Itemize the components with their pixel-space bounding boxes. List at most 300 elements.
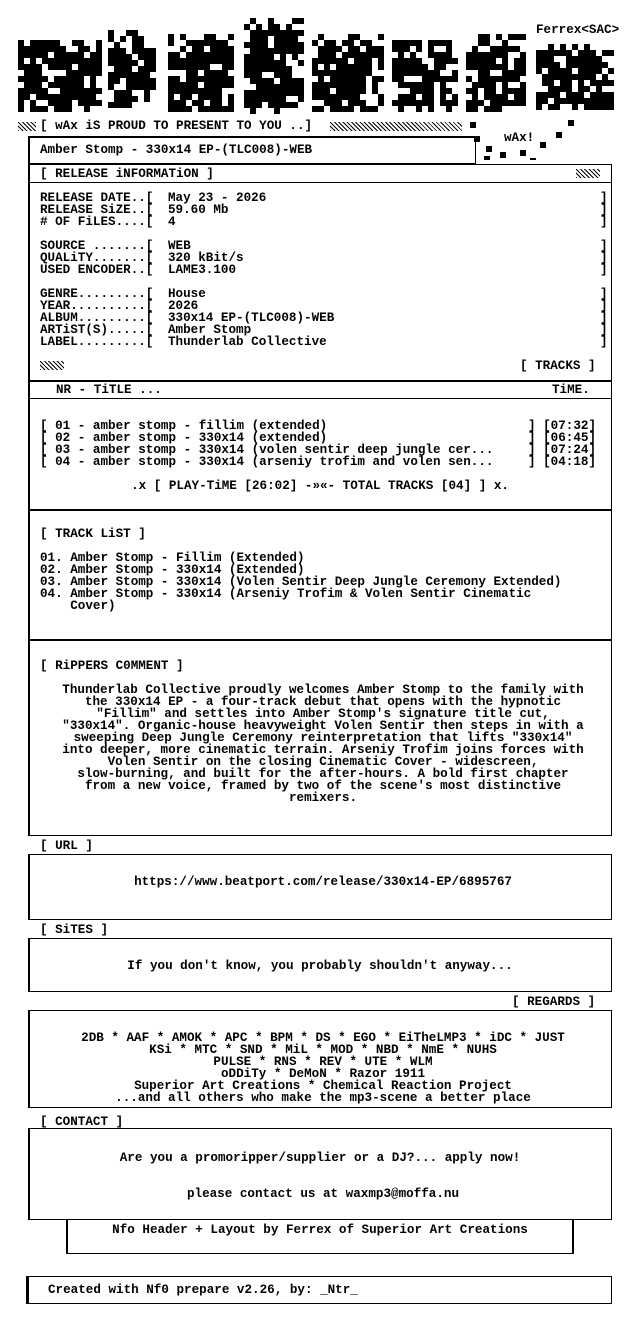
logo-pixel [578,86,584,92]
logo-pixel [30,70,36,76]
logo-pixel [590,98,596,104]
logo-pixel [150,66,156,72]
info-key-artist: ARTiST(S).....[ [40,323,154,337]
logo-pixel [428,100,434,106]
info-value-release-date: May 23 - 2026 [168,191,267,205]
logo-pixel [560,44,566,50]
logo-pixel [542,92,548,98]
logo-pixel [274,36,280,42]
info-value-source: WEB [168,239,191,253]
track-time: ] [06:45] [528,431,597,445]
logo-pixel [578,74,584,80]
logo-pixel [54,100,60,106]
logo-pixel [210,52,216,58]
info-key-album: ALBUM.........[ [40,311,154,325]
logo-pixel [174,64,180,70]
comment-line: Volen Sentir on the closing Cinematic Cover - widescreen, [107,755,539,769]
logo-pixel [216,70,222,76]
logo-pixel [336,94,342,100]
contact-heading: [ CONTACT ] [40,1115,124,1129]
logo-pixel [18,100,24,106]
logo-pixel [78,88,84,94]
logo-pixel [416,40,422,46]
list-item: 03. Amber Stomp - 330x14 (Volen Sentir Deep Jungle Ceremony Extended) [40,575,562,589]
logo-pixel [120,90,126,96]
header-credit: Ferrex<SAC> [536,23,620,37]
logo-pixel [18,46,24,52]
logo-pixel [398,58,404,64]
logo-pixel [348,46,354,52]
logo-pixel [514,64,520,70]
logo-pixel [126,30,132,36]
logo-pixel [268,102,274,108]
logo-pixel [472,82,478,88]
logo-pixel [416,106,422,112]
logo-pixel [590,56,596,62]
bracket-glyph: ] [600,335,608,349]
logo-pixel [126,90,132,96]
logo-pixel [18,40,24,46]
logo-pixel [608,98,614,104]
logo-pixel [186,64,192,70]
logo-pixel [452,70,458,76]
logo-pixel [286,78,292,84]
logo-pixel [228,34,234,40]
release-url-link[interactable]: https://www.beatport.com/release/330x14-EP/6895767 [134,875,512,889]
info-value-year: 2026 [168,299,199,313]
logo-pixel [372,76,378,82]
logo-pixel [280,66,286,72]
logo-pixel [398,70,404,76]
logo-pixel [378,52,384,58]
logo-pixel [268,18,274,24]
logo-pixel [472,64,478,70]
logo-pixel [434,70,440,76]
logo-pixel [114,90,120,96]
logo-pixel [262,30,268,36]
logo-pixel [466,88,472,94]
hatch-decoration [18,122,36,131]
info-key-release-size: RELEASE SiZE..[ [40,203,154,217]
logo-pixel [318,46,324,52]
logo-pixel [256,24,262,30]
logo-pixel [66,76,72,82]
logo-pixel [192,64,198,70]
logo-pixel [216,76,222,82]
logo-pixel [84,100,90,106]
logo-pixel [72,82,78,88]
logo-pixel [354,58,360,64]
info-key-source: SOURCE .......[ [40,239,154,253]
logo-pixel [354,100,360,106]
logo-pixel [66,100,72,106]
logo-pixel [48,46,54,52]
logo-pixel [572,98,578,104]
logo-pixel [244,66,250,72]
logo-pixel [274,66,280,72]
info-key-release-date: RELEASE DATE..[ [40,191,154,205]
logo-pixel [348,82,354,88]
logo-pixel [360,106,366,112]
tracks-col-time: TiME. [552,383,590,397]
logo-pixel [274,30,280,36]
logo-pixel [120,66,126,72]
logo-pixel [66,64,72,70]
logo-pixel [18,64,24,70]
logo-pixel [548,62,554,68]
logo-pixel [378,34,384,40]
logo-pixel [490,52,496,58]
tracks-col-title: NR - TiTLE ... [56,383,162,397]
logo-pixel [268,84,274,90]
logo-pixel [548,74,554,80]
logo-pixel [78,64,84,70]
logo-pixel [410,52,416,58]
logo-pixel [392,100,398,106]
logo-pixel [446,46,452,52]
logo-pixel [318,34,324,40]
logo-pixel [286,42,292,48]
logo-pixel [126,60,132,66]
logo-pixel [186,58,192,64]
logo-pixel [280,48,286,54]
list-item: Cover) [40,599,116,613]
logo-pixel [514,94,520,100]
logo-pixel [566,98,572,104]
logo-pixel [262,96,268,102]
logo-pixel [536,56,542,62]
logo-pixel [330,100,336,106]
logo-pixel [36,88,42,94]
logo-pixel [490,58,496,64]
logo-pixel [392,58,398,64]
logo-pixel [590,68,596,74]
logo-pixel [174,52,180,58]
logo-pixel [590,50,596,56]
logo-pixel [96,52,102,58]
logo-pixel [228,82,234,88]
bracket-glyph: ] [600,251,608,265]
logo-pixel [228,64,234,70]
logo-pixel [398,40,404,46]
logo-pixel [584,62,590,68]
logo-pixel [336,64,342,70]
logo-pixel [548,80,554,86]
logo-pixel [560,80,566,86]
logo-pixel [404,46,410,52]
logo-pixel [398,64,404,70]
logo-pixel [572,62,578,68]
logo-pixel [144,66,150,72]
logo-pixel [192,70,198,76]
logo-pixel [348,52,354,58]
comment-line: sweeping Deep Jungle Ceremony reinterpretation that lifts "330x14" [73,731,573,745]
logo-pixel [572,56,578,62]
logo-pixel [496,34,502,40]
logo-pixel [566,74,572,80]
logo-pixel [42,106,48,112]
logo-pixel [144,60,150,66]
logo-pixel [398,46,404,52]
logo-pixel [286,24,292,30]
logo-pixel [18,106,24,112]
logo-pixel [244,42,250,48]
logo-pixel [422,76,428,82]
logo-pixel [96,100,102,106]
logo-pixel [60,58,66,64]
logo-pixel [108,48,114,54]
logo-pixel [274,42,280,48]
logo-pixel [126,102,132,108]
logo-pixel [48,82,54,88]
logo-pixel [132,78,138,84]
logo-pixel [78,58,84,64]
logo-pixel [204,106,210,112]
logo-pixel [446,40,452,46]
logo-pixel [138,48,144,54]
info-value-album: 330x14 EP-(TLC008)-WEB [168,311,335,325]
logo-pixel [342,88,348,94]
logo-pixel [566,86,572,92]
logo-pixel [132,42,138,48]
logo-pixel [572,104,578,110]
logo-pixel [536,50,542,56]
logo-pixel [348,100,354,106]
comment-line: slow-burning, and built for the after-hours. A bold first chapter [77,767,569,781]
logo-pixel [560,98,566,104]
logo-pixel [542,80,548,86]
logo-pixel [324,94,330,100]
logo-pixel [478,100,484,106]
logo-pixel [452,76,458,82]
logo-pixel [502,76,508,82]
logo-pixel [354,70,360,76]
logo-pixel [502,70,508,76]
logo-pixel [78,46,84,52]
logo-pixel [490,100,496,106]
logo-pixel [192,100,198,106]
logo-pixel [286,72,292,78]
logo-pixel [590,104,596,110]
logo-pixel [584,50,590,56]
logo-pixel [90,76,96,82]
logo-pixel [280,90,286,96]
logo-pixel [584,44,590,50]
logo-pixel [60,46,66,52]
comment-heading: [ RiPPERS C0MMENT ] [40,659,184,673]
logo-pixel [428,106,434,112]
logo-pixel [366,70,372,76]
logo-pixel [222,52,228,58]
logo-pixel [330,106,336,112]
logo-pixel [348,40,354,46]
logo-pixel [360,64,366,70]
logo-pixel [138,36,144,42]
logo-pixel [372,88,378,94]
logo-pixel [186,106,192,112]
logo-pixel [72,52,78,58]
logo-pixel [244,54,250,60]
logo-pixel [198,52,204,58]
logo-pixel [280,102,286,108]
logo-pixel [348,94,354,100]
logo-pixel [274,84,280,90]
tracks-heading: [ TRACKS ] [520,359,596,373]
logo-pixel [478,64,484,70]
track-row: [ 03 - amber stomp - 330x14 (volen sentir deep jungle cer... [40,443,494,457]
release-title: Amber Stomp - 330x14 EP-(TLC008)-WEB [40,143,313,157]
logo-pixel [336,58,342,64]
logo-pixel [378,58,384,64]
logo-pixel [24,52,30,58]
logo-pixel [318,58,324,64]
logo-pixel [490,82,496,88]
logo-pixel [204,82,210,88]
logo-pixel [108,102,114,108]
logo-pixel [298,30,304,36]
logo-pixel [596,92,602,98]
logo-pixel [180,64,186,70]
logo-pixel [132,30,138,36]
logo-pixel [318,52,324,58]
logo-pixel [440,100,446,106]
logo-pixel [416,82,422,88]
logo-pixel [410,82,416,88]
logo-pixel [216,106,222,112]
logo-pixel [138,78,144,84]
logo-pixel [566,80,572,86]
bracket-glyph: ] [600,239,608,253]
logo-pixel [554,50,560,56]
logo-pixel [108,78,114,84]
logo-pixel [324,40,330,46]
logo-pixel [280,54,286,60]
logo-pixel [48,94,54,100]
logo-pixel [268,60,274,66]
logo-pixel [280,42,286,48]
logo-pixel [330,58,336,64]
logo-pixel [602,92,608,98]
logo-pixel [244,72,250,78]
regards-line: KSi * MTC * SND * MiL * MOD * NBD * NmE * NUHS [149,1043,497,1057]
logo-pixel [596,56,602,62]
logo-pixel [132,48,138,54]
logo-pixel [324,52,330,58]
logo-pixel [286,36,292,42]
logo-pixel [536,92,542,98]
logo-pixel [292,48,298,54]
comment-line: the 330x14 EP - a four-track debut that opens with the hypnotic [84,695,562,709]
logo-pixel [90,58,96,64]
list-item: 02. Amber Stomp - 330x14 (Extended) [40,563,305,577]
logo-pixel [186,82,192,88]
logo-pixel [256,54,262,60]
logo-pixel [150,54,156,60]
logo-pixel [42,88,48,94]
logo-pixel [354,76,360,82]
logo-pixel [250,54,256,60]
logo-pixel [138,42,144,48]
logo-pixel [280,84,286,90]
logo-pixel [572,44,578,50]
logo-pixel [204,40,210,46]
logo-pixel [292,36,298,42]
logo-pixel [354,64,360,70]
present-line: [ wAx iS PROUD TO PRESENT TO YOU ..] [40,119,313,133]
logo-pixel [490,46,496,52]
logo-pixel [508,100,514,106]
logo-pixel [466,106,472,112]
logo-pixel [410,88,416,94]
logo-pixel [312,106,318,112]
logo-pixel [292,102,298,108]
logo-pixel [60,106,66,112]
logo-pixel [590,92,596,98]
logo-pixel [222,70,228,76]
logo-pixel [416,88,422,94]
logo-pixel [78,76,84,82]
logo-pixel [244,24,250,30]
logo-pixel [120,36,126,42]
logo-pixel [602,50,608,56]
logo-pixel [404,64,410,70]
logo-pixel [466,52,472,58]
logo-pixel [298,18,304,24]
logo-pixel [210,94,216,100]
logo-pixel [90,88,96,94]
logo-pixel [114,54,120,60]
logo-pixel [18,94,24,100]
logo-pixel [186,88,192,94]
logo-pixel [484,76,490,82]
logo-pixel [250,78,256,84]
logo-pixel [398,82,404,88]
logo-pixel [348,76,354,82]
logo-pixel [520,52,526,58]
logo-pixel [554,92,560,98]
logo-pixel [228,46,234,52]
logo-pixel [256,84,262,90]
logo-pixel [78,40,84,46]
logo-pixel [404,82,410,88]
contact-email[interactable]: please contact us at waxmp3@moffa.nu [186,1187,460,1201]
logo-pixel [318,106,324,112]
logo-pixel [256,96,262,102]
logo-pixel [192,82,198,88]
info-value-genre: House [168,287,206,301]
logo-pixel [18,88,24,94]
logo-pixel [566,62,572,68]
logo-pixel [72,58,78,64]
logo-pixel [192,58,198,64]
logo-pixel [572,74,578,80]
logo-pixel [168,52,174,58]
logo-pixel [318,88,324,94]
logo-pixel [360,58,366,64]
logo-pixel [502,94,508,100]
logo-pixel [138,72,144,78]
logo-pixel [372,82,378,88]
logo-pixel [324,46,330,52]
logo-pixel [596,98,602,104]
logo-pixel [114,66,120,72]
logo-pixel [114,96,120,102]
logo-pixel [132,72,138,78]
logo-pixel [144,84,150,90]
logo-pixel [198,46,204,52]
logo-pixel [286,84,292,90]
logo-pixel [312,40,318,46]
